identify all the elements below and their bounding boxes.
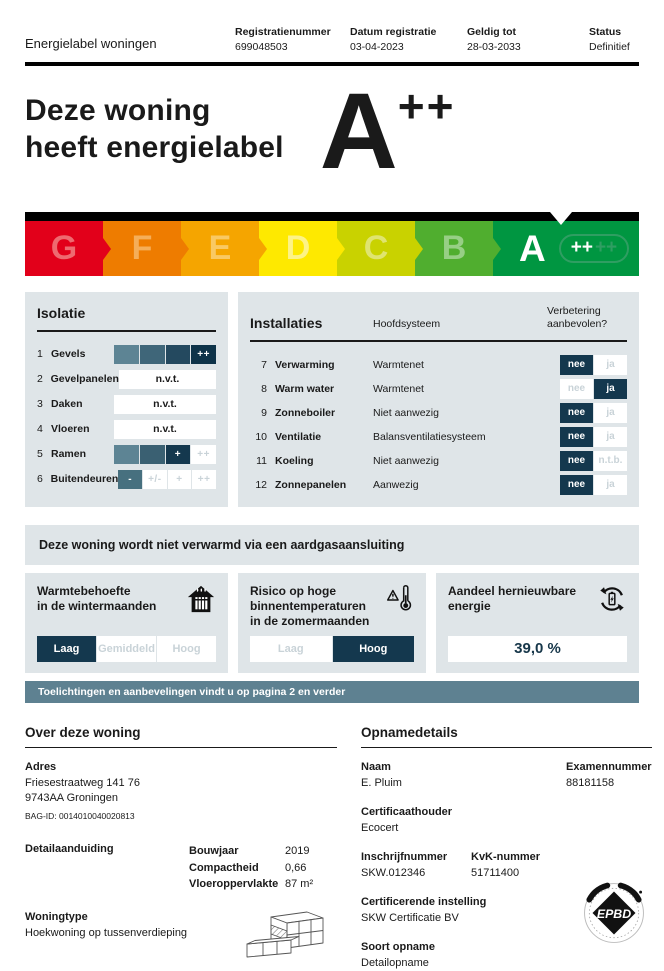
- field-label: Registratienummer: [235, 26, 350, 38]
- indicator-panels: [25, 573, 639, 673]
- option-gemiddeld: Gemiddeld: [97, 636, 156, 662]
- improvement-toggle: [560, 355, 627, 375]
- panel-header: [448, 584, 627, 636]
- rating-segment: [114, 445, 139, 464]
- row-label: Zonneboiler: [275, 407, 373, 419]
- row-number: 3: [37, 398, 46, 410]
- option-hoog: Hoog: [157, 636, 216, 662]
- installaties-row-ventilatie: [250, 425, 627, 449]
- band-letter: C: [364, 229, 389, 268]
- details-section: [25, 725, 639, 971]
- detailaanduiding-label: Detailaanduiding: [25, 843, 189, 893]
- hero-title-line1: Deze woning: [25, 92, 284, 129]
- installaties-header: [250, 305, 627, 331]
- rating-segment: [140, 345, 165, 364]
- examennummer-block: [566, 761, 652, 791]
- fact-label: Compactheid: [189, 860, 285, 877]
- toggle-nee: nee: [560, 451, 593, 471]
- row-number: 11: [250, 455, 267, 467]
- panel-options: [250, 636, 414, 662]
- installaties-row-koeling: [250, 449, 627, 473]
- installaties-rows: [250, 353, 627, 497]
- epbd-seal-icon: [576, 875, 652, 951]
- scale-band-f: [103, 221, 181, 276]
- woningtype-value: Hoekwoning op tussenverdieping: [25, 926, 237, 941]
- scale-band-e: [181, 221, 259, 276]
- renewable-energy-icon: [597, 584, 627, 614]
- scale-band-g: [25, 221, 103, 276]
- row-system-value: Warmtenet: [373, 359, 560, 371]
- rating-segment: [114, 345, 139, 364]
- field-label: Geldig tot: [467, 26, 589, 38]
- rating-segment: ++: [191, 445, 216, 464]
- hoofdsysteem-column-header: Hoofdsysteem: [373, 318, 547, 331]
- band-letter: G: [51, 229, 77, 268]
- row-label: Buitendeuren: [46, 473, 119, 485]
- soort-opname-label: Soort opname: [361, 941, 652, 953]
- panel-options: [37, 636, 216, 662]
- building-diagram-icon: [237, 907, 337, 966]
- verbetering-column-header: Verbetering aanbevolen?: [547, 305, 627, 331]
- row-number: 12: [250, 479, 267, 491]
- inschrijfnummer-label: Inschrijfnummer: [361, 851, 471, 863]
- toggle-ja: ja: [594, 355, 627, 375]
- row-label: Verwarming: [275, 359, 373, 371]
- scale-band-d: [259, 221, 337, 276]
- row-system-value: Niet aanwezig: [373, 407, 560, 419]
- band-chevron-icon: [493, 238, 501, 260]
- section-title: Over deze woning: [25, 725, 337, 740]
- panel-title: Warmtebehoefte in de wintermaanden: [37, 584, 182, 636]
- band-chevron-icon: [415, 238, 423, 260]
- adres-line: 9743AA Groningen: [25, 791, 337, 806]
- divider: [25, 747, 337, 749]
- panel-title: Aandeel hernieuwbare energie: [448, 584, 593, 636]
- row-label: Koeling: [275, 455, 373, 467]
- pill-active-plus: ++: [571, 237, 593, 258]
- document-type: Energielabel woningen: [25, 36, 235, 53]
- option-hoog: Hoog: [333, 636, 415, 662]
- field-label: Datum registratie: [350, 26, 467, 38]
- instelling-value: SKW Certificatie BV: [361, 911, 652, 926]
- isolatie-row-gevels: [37, 343, 216, 366]
- scale-band-a: [493, 221, 639, 276]
- row-number: 6: [37, 473, 46, 485]
- fact-value: 87 m²: [285, 876, 313, 893]
- installaties-panel: [238, 292, 639, 507]
- naam-value: E. Pluim: [361, 776, 566, 791]
- row-number: 5: [37, 448, 46, 460]
- option-laag: Laag: [37, 636, 96, 662]
- isolatie-title: Isolatie: [37, 305, 216, 321]
- gas-connection-banner: Deze woning wordt niet verwarmd via een aardgasaansluiting: [25, 525, 639, 565]
- indicator-panel-2: [238, 573, 426, 673]
- row-label: Warm water: [275, 383, 373, 395]
- isolatie-row-daken: [37, 393, 216, 416]
- row-label: Daken: [46, 398, 114, 410]
- isolatie-row-ramen: [37, 443, 216, 466]
- kvk-block: [471, 851, 540, 881]
- fact-bouwjaar: [189, 843, 337, 860]
- installaties-title: Installaties: [250, 315, 373, 331]
- inschrijfnummer-value: SKW.012346: [361, 866, 471, 881]
- section-title: Opnamedetails: [361, 725, 652, 740]
- improvement-toggle: [560, 403, 627, 423]
- row-label: Ramen: [46, 448, 114, 460]
- installaties-row-zonnepanelen: [250, 473, 627, 497]
- fact-compactheid: [189, 860, 337, 877]
- field-geldig-tot: [467, 26, 589, 53]
- hero-section: [25, 92, 639, 186]
- row-number: 4: [37, 423, 46, 435]
- row-number: 7: [250, 359, 267, 371]
- certificaathouder-value: Ecocert: [361, 821, 652, 836]
- header-fields: [235, 26, 639, 53]
- adres-line: Friesestraatweg 141 76: [25, 776, 337, 791]
- rating-bar: [114, 345, 216, 364]
- row-number: 1: [37, 348, 46, 360]
- rating-segment: +: [166, 445, 191, 464]
- isolatie-row-buitendeuren: [37, 468, 216, 491]
- panel-title: Risico op hoge binnentemperaturen in de zomermaanden: [250, 584, 380, 636]
- energy-label-plus: ++: [398, 84, 456, 128]
- scale-band-c: [337, 221, 415, 276]
- row-number: 2: [37, 373, 46, 385]
- row-system-value: Aanwezig: [373, 479, 560, 491]
- improvement-toggle: [560, 379, 627, 399]
- installaties-row-zonneboiler: [250, 401, 627, 425]
- fact-value: 2019: [285, 843, 309, 860]
- rating-segment: +/-: [143, 470, 167, 489]
- band-chevron-icon: [259, 238, 267, 260]
- inschrijfnummer-block: [361, 851, 471, 881]
- examennummer-value: 88181158: [566, 776, 652, 791]
- certificaathouder-label: Certificaathouder: [361, 806, 652, 818]
- naam-label: Naam: [361, 761, 566, 773]
- toggle-ja: ja: [594, 379, 627, 399]
- hero-title: [25, 92, 284, 186]
- field-registratienummer: [235, 26, 350, 53]
- toggle-nee: nee: [560, 427, 593, 447]
- improvement-toggle: [560, 475, 627, 495]
- bag-id: BAG-ID: 0014010040020813: [25, 811, 337, 821]
- fact-vloeroppervlakte: [189, 876, 337, 893]
- field-status: [589, 26, 639, 53]
- indicator-panel-3: [436, 573, 639, 673]
- band-letter: B: [442, 229, 467, 268]
- toelichtingen-note: Toelichtingen en aanbevelingen vindt u op pagina 2 en verder: [25, 681, 639, 703]
- rating-nvt: n.v.t.: [119, 370, 216, 389]
- detailaanduiding-row: [25, 843, 337, 893]
- band-letter: A: [519, 228, 546, 270]
- isolatie-row-gevelpanelen: [37, 368, 216, 391]
- panel-header: [37, 584, 216, 636]
- energy-scale-bands: [25, 221, 639, 276]
- improvement-toggle: [560, 451, 627, 471]
- indicator-panel-1: [25, 573, 228, 673]
- row-number: 10: [250, 431, 267, 443]
- row-system-value: Warmtenet: [373, 383, 560, 395]
- band-chevron-icon: [103, 238, 111, 260]
- rating-bar: [118, 470, 216, 489]
- seal-text: EPBD: [596, 906, 630, 920]
- band-chevron-icon: [181, 238, 189, 260]
- hero-title-line2: heeft energielabel: [25, 129, 284, 166]
- examennummer-label: Examennummer: [566, 761, 652, 773]
- header: [25, 26, 639, 53]
- rating-segment: +: [168, 470, 192, 489]
- row-label: Gevelpanelen: [46, 373, 119, 385]
- row-label: Gevels: [46, 348, 114, 360]
- naam-examen-row: [361, 761, 652, 791]
- certificaathouder-block: [361, 806, 652, 836]
- row-label: Vloeren: [46, 423, 114, 435]
- rating-segment: ++: [192, 470, 216, 489]
- fact-label: Vloeroppervlakte: [189, 876, 285, 893]
- header-divider: [25, 62, 639, 66]
- toggle-nee: nee: [560, 403, 593, 423]
- rating-segment: [140, 445, 165, 464]
- energy-label-letter: A: [320, 82, 398, 180]
- field-value: Definitief: [589, 41, 639, 53]
- divider: [37, 330, 216, 332]
- panel-header: [250, 584, 414, 636]
- opnamedetails: [361, 725, 652, 971]
- woningtype: [25, 911, 237, 966]
- woningtype-label: Woningtype: [25, 911, 237, 923]
- woning-facts: [189, 843, 337, 893]
- installaties-row-verwarming: [250, 353, 627, 377]
- rating-bar: [114, 445, 216, 464]
- soort-opname-value: Detailopname: [361, 956, 652, 971]
- band-letter: E: [209, 229, 232, 268]
- row-number: 9: [250, 407, 267, 419]
- rating-nvt: n.v.t.: [114, 395, 216, 414]
- energy-scale: [25, 212, 639, 276]
- thermometer-warning-icon: [384, 584, 414, 614]
- field-value: 03-04-2023: [350, 41, 467, 53]
- insulation-installations-section: [25, 292, 639, 507]
- row-system-value: Niet aanwezig: [373, 455, 560, 467]
- toggle-nee: nee: [560, 355, 593, 375]
- field-label: Status: [589, 26, 639, 38]
- toggle-nee: nee: [560, 475, 593, 495]
- fact-value: 0,66: [285, 860, 306, 877]
- band-letter: F: [132, 229, 153, 268]
- field-value: 699048503: [235, 41, 350, 53]
- isolatie-panel: [25, 292, 228, 507]
- kvk-label: KvK-nummer: [471, 851, 540, 863]
- row-number: 8: [250, 383, 267, 395]
- woningtype-row: [25, 911, 337, 966]
- naam-block: [361, 761, 566, 791]
- scale-pointer-icon: [550, 212, 572, 225]
- rating-segment: -: [118, 470, 142, 489]
- panel-value: 39,0 %: [448, 636, 627, 662]
- adres-label: Adres: [25, 761, 337, 773]
- isolatie-row-vloeren: [37, 418, 216, 441]
- band-letter: D: [286, 229, 311, 268]
- toggle-nee: nee: [560, 379, 593, 399]
- instelling-label: Certificerende instelling: [361, 896, 652, 908]
- row-system-value: Balansventilatiesysteem: [373, 431, 560, 443]
- house-heating-icon: [186, 584, 216, 614]
- toggle-ja: ja: [594, 475, 627, 495]
- option-laag: Laag: [250, 636, 332, 662]
- pill-inactive-plus: ++: [595, 237, 617, 258]
- fact-label: Bouwjaar: [189, 843, 285, 860]
- field-value: 28-03-2033: [467, 41, 589, 53]
- row-label: Ventilatie: [275, 431, 373, 443]
- rating-segment: ++: [191, 345, 216, 364]
- kvk-value: 51711400: [471, 866, 540, 881]
- band-chevron-icon: [337, 238, 345, 260]
- installaties-row-warm-water: [250, 377, 627, 401]
- energy-label-value: [320, 82, 456, 186]
- toggle-ja: ja: [594, 427, 627, 447]
- rating-segment: [166, 345, 191, 364]
- isolatie-rows: [37, 343, 216, 491]
- improvement-toggle: [560, 427, 627, 447]
- divider: [250, 340, 627, 342]
- row-label: Zonnepanelen: [275, 479, 373, 491]
- toggle-ja: ja: [594, 403, 627, 423]
- rating-nvt: n.v.t.: [114, 420, 216, 439]
- scale-band-b: [415, 221, 493, 276]
- over-deze-woning: [25, 725, 337, 971]
- toggle-ntb: n.t.b.: [594, 451, 627, 471]
- divider: [361, 747, 652, 749]
- field-datum-registratie: [350, 26, 467, 53]
- label-plus-pill: [559, 234, 629, 263]
